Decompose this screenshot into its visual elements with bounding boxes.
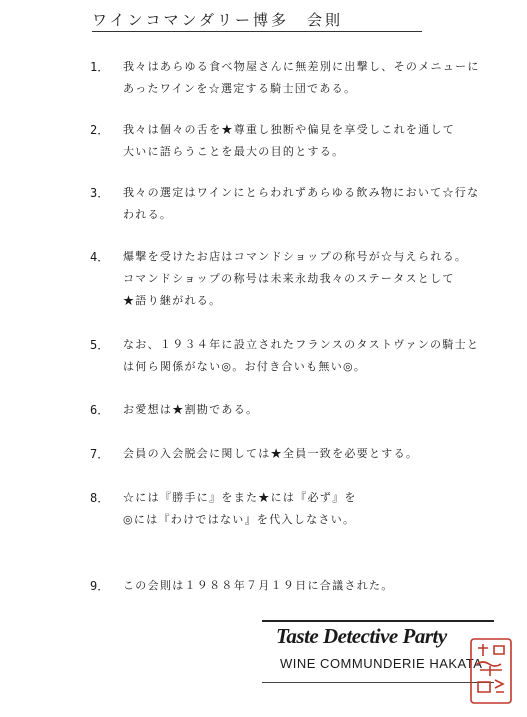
article-number: 6． xyxy=(90,403,110,417)
signature-subtitle: WINE COMMUNDERIE HAKATA xyxy=(280,656,483,671)
article-number: 9． xyxy=(90,579,110,593)
article-line: 我々はあらゆる食べ物屋さんに無差別に出撃し、そのメニューに xyxy=(123,60,480,73)
article-line: コマンドショップの称号は未来永劫我々のステータスとして xyxy=(123,272,455,285)
article-number: 8． xyxy=(90,491,110,505)
article-line: ◎には『わけではない』を代入しなさい。 xyxy=(123,513,356,526)
article-line: あったワインを☆選定する騎士団である。 xyxy=(123,82,357,95)
article-number: 2． xyxy=(90,123,110,137)
article-number: 4． xyxy=(90,250,110,264)
article-number: 5． xyxy=(90,338,110,352)
article-line: は何ら関係がない◎。お付き合いも無い◎。 xyxy=(123,360,367,373)
article-line: 我々は個々の舌を★尊重し独断や偏見を享受しこれを通して xyxy=(123,123,456,136)
article-line: 会員の入会脱会に関しては★全員一致を必要とする。 xyxy=(123,447,419,460)
red-seal-stamp xyxy=(468,636,514,706)
article-line: 大いに語らうことを最大の目的とする。 xyxy=(123,145,345,158)
document-title: ワインコマンダリー博多 会則 xyxy=(92,10,422,32)
article-line: お愛想は★割勘である。 xyxy=(123,403,259,416)
article-number: 7． xyxy=(90,447,110,461)
signature-bottom-rule xyxy=(262,682,494,683)
article-number: 1． xyxy=(90,60,110,74)
article-line: ☆には『勝手に』をまた★には『必ず』を xyxy=(123,491,357,504)
article-line: この会則は１９８８年７月１９日に合議された。 xyxy=(123,579,394,592)
article-line: 爆撃を受けたお店はコマンドショップの称号が☆与えられる。 xyxy=(123,250,468,263)
signature-name: Taste Detective Party xyxy=(276,624,447,648)
article-line: われる。 xyxy=(123,208,173,221)
article-number: 3． xyxy=(90,186,110,200)
signature-block xyxy=(262,620,494,692)
signature-top-rule xyxy=(262,620,494,622)
article-line: ★語り継がれる。 xyxy=(123,294,222,307)
article-line: 我々の選定はワインにとらわれずあらゆる飲み物において☆行な xyxy=(123,186,480,199)
article-line: なお、１９３４年に設立されたフランスのタストヴァンの騎士と xyxy=(123,338,480,351)
